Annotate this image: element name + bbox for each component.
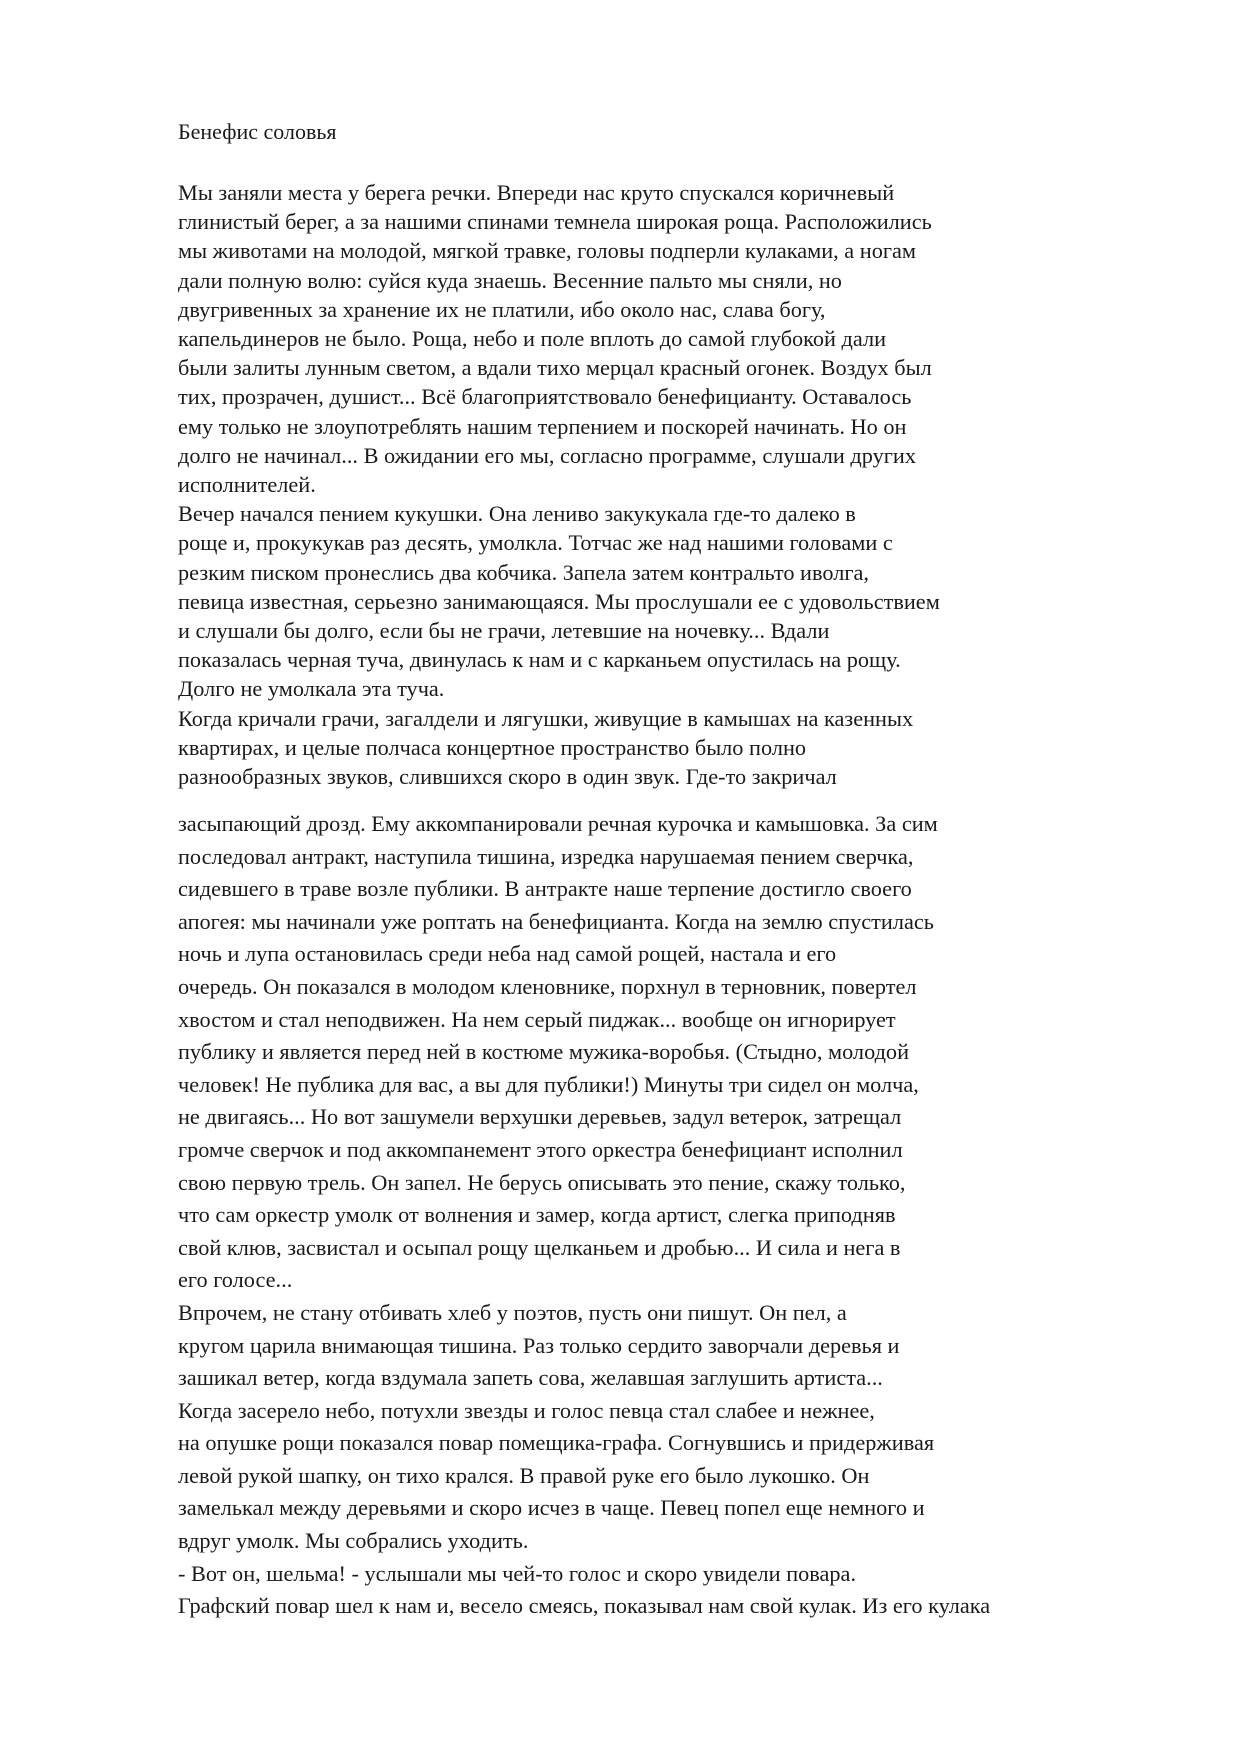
text-line: сидевшего в траве возле публики. В антракте наше терпение достигло своего (178, 876, 912, 902)
text-line: были залиты лунным светом, а вдали тихо мерцал красный огонек. Воздух был (178, 355, 932, 381)
text-line: на опушке рощи показался повар помещика-графа. Согнувшись и придерживая (178, 1430, 935, 1456)
text-line: левой рукой шапку, он тихо крался. В правой руке его было лукошко. Он (178, 1462, 870, 1488)
text-line: и слушали бы долго, если бы не грачи, летевшие на ночевку... Вдали (178, 618, 830, 644)
text-line: мы животами на молодой, мягкой травке, головы подперли кулаками, а ногам (178, 238, 917, 264)
text-line: апогея: мы начинали уже роптать на бенефицианта. Когда на землю спустилась (178, 908, 934, 934)
text-line: капельдинеров не было. Роща, небо и поле вплоть до самой глубокой дали (178, 326, 887, 352)
text-line: вдруг умолк. Мы собрались уходить. (178, 1528, 529, 1554)
text-line: громче сверчок и под аккомпанемент этого оркестра бенефициант исполнил (178, 1136, 903, 1162)
text-line: замелькал между деревьями и скоро исчез в чаще. Певец попел еще немного и (178, 1495, 925, 1521)
text-line: исполнителей. (178, 472, 316, 498)
text-line: не двигаясь... Но вот зашумели верхушки деревьев, задул ветерок, затрещал (178, 1104, 902, 1130)
text-line: певица известная, серьезно занимающаяся. Мы прослушали ее с удовольствием (178, 588, 940, 614)
text-line: долго не начинал... В ожидании его мы, согласно программе, слушали других (178, 442, 916, 468)
text-line: человек! Не публика для вас, а вы для публики!) Минуты три сидел он молча, (178, 1071, 919, 1097)
text-line: показалась черная туча, двинулась к нам и с карканьем опустилась на рощу. (178, 647, 901, 673)
text-line: его голосе... (178, 1267, 293, 1293)
text-line: зашикал ветер, когда вздумала запеть сова, желавшая заглушить артиста... (178, 1365, 883, 1391)
text-line: роще и, прокукукав раз десять, умолкла. Тотчас же над нашими головами с (178, 530, 893, 556)
text-line: публику и является перед ней в костюме мужика-воробья. (Стыдно, молодой (178, 1039, 909, 1065)
text-line: свою первую трель. Он запел. Не берусь описывать это пение, скажу только, (178, 1169, 906, 1195)
text-line: свой клюв, засвистал и осыпал рощу щелканьем и дробью... И сила и нега в (178, 1234, 901, 1260)
text-line: квартирах, и целые полчаса концертное пространство было полно (178, 734, 807, 760)
text-line: Вечер начался пением кукушки. Она лениво закукукала где-то далеко в (178, 501, 856, 527)
document-title: Бенефис соловья (178, 119, 337, 144)
text-line: Долго не умолкала эта туча. (178, 676, 445, 702)
text-line: дали полную волю: суйся куда знаешь. Весенние пальто мы сняли, но (178, 267, 842, 293)
text-line: очередь. Он показался в молодом кленовнике, порхнул в терновник, повертел (178, 973, 917, 999)
text-line: хвостом и стал неподвижен. На нем серый пиджак... вообще он игнорирует (178, 1006, 896, 1032)
text-line: Когда кричали грачи, загалдели и лягушки, живущие в камышах на казенных (178, 705, 914, 731)
text-line: засыпающий дрозд. Ему аккомпанировали речная курочка и камышовка. За сим (178, 811, 938, 836)
text-line: последовал антракт, наступила тишина, изредка нарушаемая пением сверчка, (178, 843, 914, 869)
text-line: Мы заняли места у берега речки. Впереди нас круто спускался коричневый (178, 180, 895, 205)
text-line: двугривенных за хранение их не платили, ибо около нас, слава богу, (178, 296, 826, 322)
text-line: кругом царила внимающая тишина. Раз только сердито заворчали деревья и (178, 1332, 900, 1358)
text-line: Впрочем, не стану отбивать хлеб у поэтов, пусть они пишут. Он пел, а (178, 1299, 847, 1325)
text-line: разнообразных звуков, слившихся скоро в один звук. Где-то закричал (178, 764, 837, 790)
text-line: тих, прозрачен, душист... Всё благоприятствовало бенефицианту. Оставалось (178, 384, 912, 410)
text-line: - Вот он, шельма! - услышали мы чей-то голос и скоро увидели повара. (178, 1560, 857, 1586)
text-line: Когда засерело небо, потухли звезды и голос певца стал слабее и нежнее, (178, 1397, 875, 1423)
text-line: глинистый берег, а за нашими спинами темнела широкая роща. Расположились (178, 209, 932, 235)
text-line: ему только не злоупотреблять нашим терпением и поскорей начинать. Но он (178, 413, 907, 439)
text-line: ночь и лупа остановилась среди неба над самой рощей, настала и его (178, 941, 837, 967)
text-line: резким писком пронеслись два кобчика. Запела затем контральто иволга, (178, 559, 869, 585)
text-line: Графский повар шел к нам и, весело смеясь, показывал нам свой кулак. Из его кулака (178, 1593, 991, 1619)
text-block-lower (178, 808, 990, 1623)
text-block-upper (178, 178, 940, 791)
text-line: что сам оркестр умолк от волнения и замер, когда артист, слегка приподняв (178, 1202, 896, 1228)
